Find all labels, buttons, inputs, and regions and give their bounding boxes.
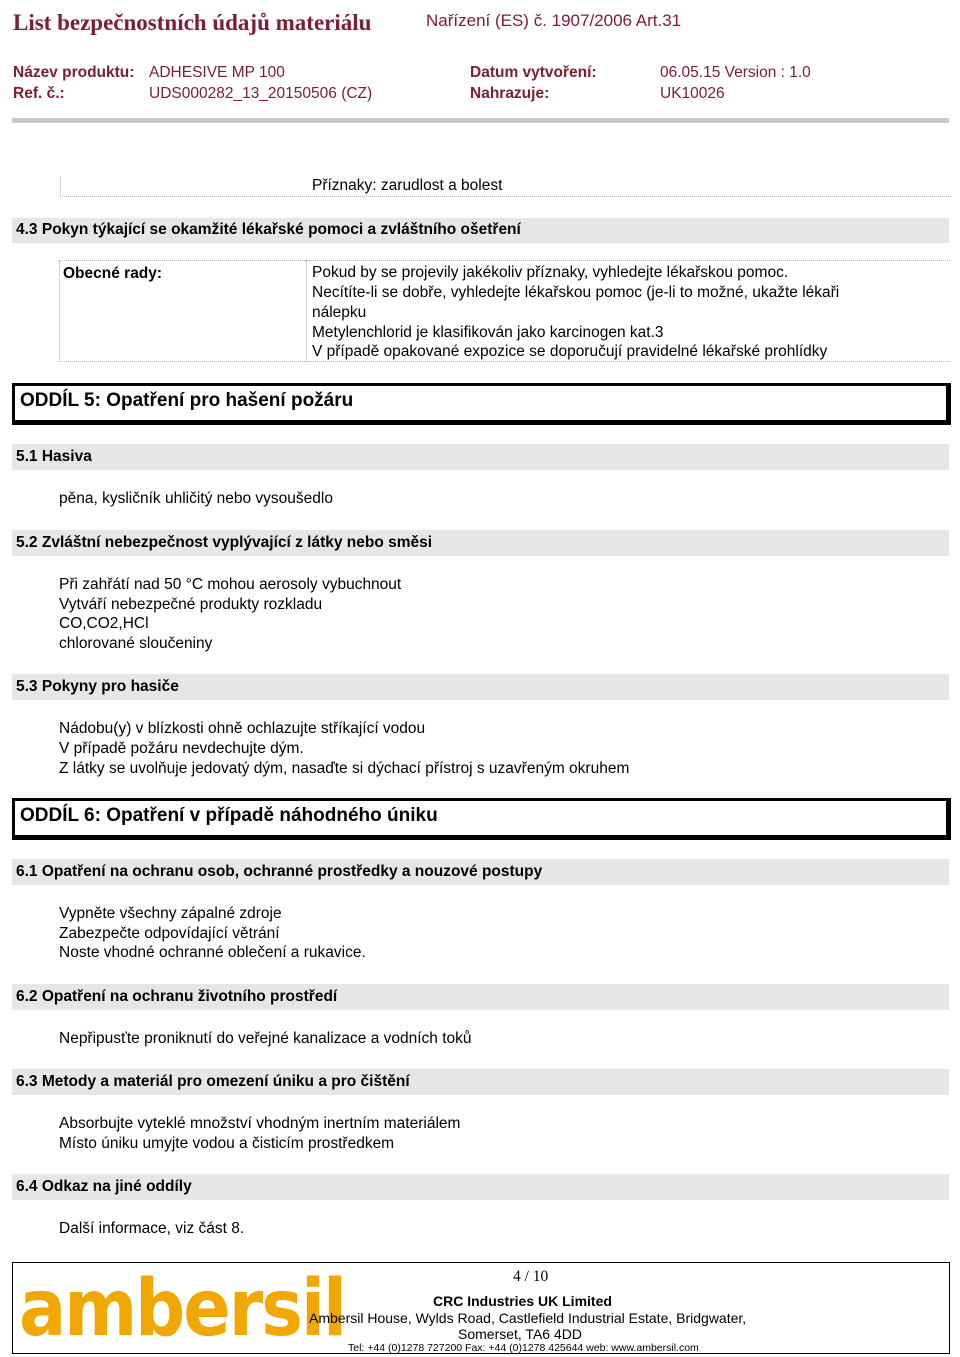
special-hazard-line: chlorované sloučeniny bbox=[59, 635, 213, 652]
subsection-6-1-title: 6.1 Opatření na ochranu osob, ochranné prostředky a nouzové postupy bbox=[16, 863, 543, 880]
environmental-precaution-line: Nepřipusťte proniknutí do veřejné kanalizace a vodních toků bbox=[59, 1030, 472, 1047]
created-date-value: 06.05.15 Version : 1.0 bbox=[660, 64, 811, 81]
special-hazard-line: Vytváří nebezpečné produkty rozkladu bbox=[59, 596, 323, 613]
company-address: Ambersil House, Wylds Road, Castlefield Industrial Estate, Bridgwater, bbox=[309, 1310, 747, 1326]
subsection-5-3-title: 5.3 Pokyny pro hasiče bbox=[16, 678, 179, 695]
firefighter-advice-line: Z látky se uvolňuje jedovatý dým, nasaďte si dýchací přístroj s uzavřeným okruhem bbox=[59, 760, 630, 777]
personal-precaution-line: Zabezpečte odpovídající větrání bbox=[59, 925, 280, 942]
subsection-6-2-title: 6.2 Opatření na ochranu životního prostředí bbox=[16, 988, 338, 1005]
containment-method-line: Absorbujte vyteklé množství vhodným inertním materiálem bbox=[59, 1115, 461, 1132]
company-address: Somerset, TA6 4DD bbox=[458, 1326, 582, 1342]
firefighter-advice-line: Nádobu(y) v blízkosti ohně ochlazujte stříkající vodou bbox=[59, 720, 426, 737]
company-name: CRC Industries UK Limited bbox=[433, 1293, 612, 1309]
reference-value: UDS000282_13_20150506 (CZ) bbox=[149, 85, 373, 102]
replaces-value: UK10026 bbox=[660, 85, 725, 102]
regulation-reference: Nařízení (ES) č. 1907/2006 Art.31 bbox=[426, 11, 682, 30]
general-advice-line: Metylenchlorid je klasifikován jako karcinogen kat.3 bbox=[312, 324, 664, 341]
personal-precaution-line: Noste vhodné ochranné oblečení a rukavice. bbox=[59, 944, 366, 961]
replaces-label: Nahrazuje: bbox=[470, 85, 550, 102]
subsection-5-1-bar bbox=[12, 444, 949, 470]
subsection-6-4-bar bbox=[12, 1174, 949, 1200]
special-hazard-line: Při zahřátí nad 50 °C mohou aerosoly vybuchnout bbox=[59, 576, 402, 593]
subsection-6-3-bar bbox=[12, 1069, 949, 1095]
general-advice-line: V případě opakované expozice se doporučují pravidelné lékařské prohlídky bbox=[312, 343, 828, 360]
ambersil-logo: ambersil bbox=[19, 1262, 345, 1354]
section-6-title: ODDÍL 6: Opatření v případě náhodného úniku bbox=[20, 805, 438, 826]
header-divider bbox=[12, 118, 949, 123]
subsection-5-3-bar bbox=[12, 674, 949, 700]
personal-precaution-line: Vypněte všechny zápalné zdroje bbox=[59, 905, 282, 922]
company-contact: Tel: +44 (0)1278 727200 Fax: +44 (0)1278 425644 web: www.ambersil.com bbox=[348, 1342, 699, 1354]
symptoms-cell bbox=[60, 176, 951, 197]
created-date-label: Datum vytvoření: bbox=[470, 64, 597, 81]
subsection-4-3-title: 4.3 Pokyn týkající se okamžité lékařské pomoci a zvláštního ošetření bbox=[16, 221, 521, 238]
reference-label: Ref. č.: bbox=[13, 85, 65, 102]
product-name-value: ADHESIVE MP 100 bbox=[149, 64, 285, 81]
symptoms-text: Příznaky: zarudlost a bolest bbox=[312, 177, 503, 194]
subsection-6-3-title: 6.3 Metody a materiál pro omezení úniku a pro čištění bbox=[16, 1073, 410, 1090]
section-5-header bbox=[12, 383, 951, 425]
containment-method-line: Místo úniku umyjte vodou a čisticím prostředkem bbox=[59, 1135, 395, 1152]
page-number: 4 / 10 bbox=[513, 1268, 549, 1285]
subsection-6-1-bar bbox=[12, 859, 949, 885]
general-advice-line: Necítíte-li se dobře, vyhledejte lékařskou pomoc (je-li to možné, ukažte lékaři bbox=[312, 284, 840, 301]
section-6-header bbox=[12, 798, 951, 840]
page-footer bbox=[12, 1262, 950, 1354]
general-advice-label: Obecné rady: bbox=[63, 265, 163, 282]
special-hazard-line: CO,CO2,HCl bbox=[59, 615, 149, 632]
product-name-label: Název produktu: bbox=[13, 64, 135, 81]
section-5-title: ODDÍL 5: Opatření pro hašení požáru bbox=[20, 390, 354, 411]
subsection-4-3-bar bbox=[12, 218, 949, 243]
extinguishing-media-line: pěna, kysličník uhličitý nebo vysoušedlo bbox=[59, 490, 333, 507]
subsection-5-2-title: 5.2 Zvláštní nebezpečnost vyplývající z látky nebo směsi bbox=[16, 534, 433, 551]
firefighter-advice-line: V případě požáru nevdechujte dým. bbox=[59, 740, 304, 757]
document-title: List bezpečnostních údajů materiálu bbox=[13, 10, 372, 35]
subsection-5-1-title: 5.1 Hasiva bbox=[16, 448, 92, 465]
reference-other-sections-line: Další informace, viz část 8. bbox=[59, 1220, 245, 1237]
general-advice-line: nálepku bbox=[312, 304, 367, 321]
subsection-6-4-title: 6.4 Odkaz na jiné oddíly bbox=[16, 1178, 192, 1195]
subsection-5-2-bar bbox=[12, 530, 949, 556]
general-advice-line: Pokud by se projevily jakékoliv příznaky, vyhledejte lékařskou pomoc. bbox=[312, 264, 789, 281]
subsection-6-2-bar bbox=[12, 984, 949, 1010]
